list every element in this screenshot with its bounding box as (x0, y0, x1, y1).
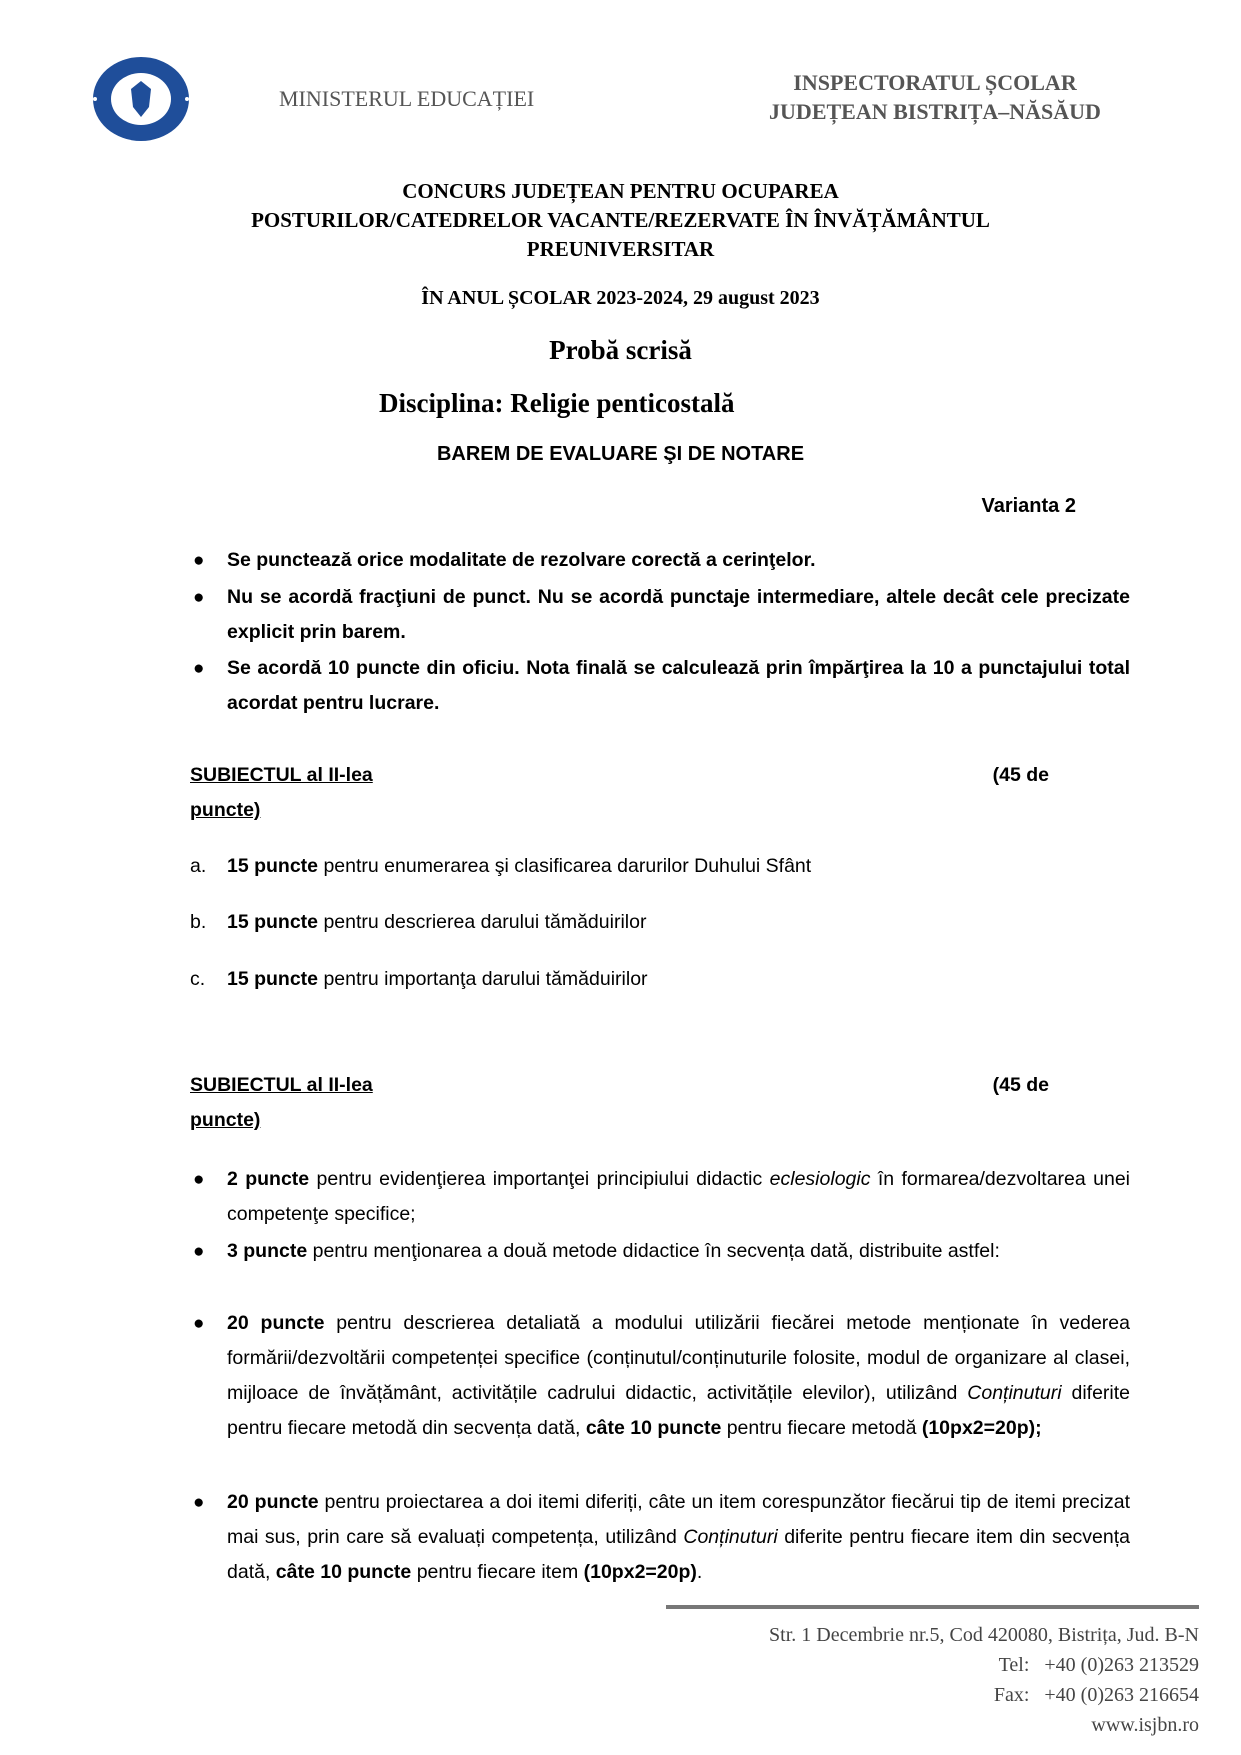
item-text: pentru descrierea darului tămăduirilor (318, 911, 647, 933)
ministry-name: MINISTERUL EDUCAȚIEI (279, 86, 535, 111)
points: 2 puncte (227, 1168, 310, 1190)
bullet-icon: ● (193, 1169, 205, 1190)
bullet-icon: ● (193, 1241, 205, 1262)
item-label: b. (190, 911, 207, 933)
inspectorate-line2: JUDEȚEAN BISTRIȚA–NĂSĂUD (769, 99, 1101, 124)
exam-type: Probă scrisă (549, 335, 692, 365)
bullet-icon: ● (193, 658, 205, 679)
footer-rule (666, 1605, 1199, 1609)
rule-text: Se punctează orice modalitate de rezolvare corectă a cerinţelor. (227, 549, 816, 571)
title-line1: CONCURS JUDEȚEAN PENTRU OCUPAREA (402, 179, 839, 203)
points-formula: (10px2=20p); (921, 1417, 1042, 1439)
item-text: pentru enumerarea şi clasificarea darurilor Duhului Sfânt (318, 855, 812, 877)
italic-term: Conținuturi (683, 1526, 778, 1548)
subject1-heading (190, 758, 1049, 828)
text: pentru fiecare metodă (721, 1417, 922, 1439)
subject2-bullet-4 (193, 1485, 1130, 1590)
bullet-icon: ● (193, 1492, 205, 1513)
fax-number: +40 (0)263 216654 (1044, 1684, 1199, 1706)
points: câte 10 puncte (275, 1561, 412, 1583)
discipline: Disciplina: Religie penticostală (379, 388, 735, 418)
subject1-item-a-text (227, 849, 811, 884)
government-logo (91, 55, 191, 143)
item-label: c. (190, 968, 206, 990)
item-points: 15 puncte (227, 855, 319, 877)
subject1-item-b (190, 905, 206, 940)
subject-points: (45 de (992, 1074, 1049, 1096)
text: . (696, 1561, 703, 1583)
subject1-item-a (190, 849, 206, 884)
rule-item (193, 651, 1130, 721)
text: pentru fiecare item (411, 1561, 584, 1583)
school-year: ÎN ANUL ȘCOLAR 2023-2024, 29 august 2023 (421, 287, 820, 309)
points: câte 10 puncte (585, 1417, 722, 1439)
text: în formarea/dezvoltarea unei competenţe specifice; (227, 1168, 1130, 1225)
bullet-icon: ● (193, 587, 205, 608)
points-formula: (10px2=20p) (583, 1561, 697, 1583)
rule-text: Nu se acordă fracţiuni de punct. Nu se acordă punctaje intermediare, altele decât cele precizate explicit prin barem. (227, 586, 1130, 643)
subject-points-cont: puncte) (190, 799, 261, 821)
italic-term: eclesiologic (769, 1168, 871, 1190)
bullet-icon: ● (193, 1313, 205, 1334)
item-points: 15 puncte (227, 911, 319, 933)
text: pentru menţionarea a două metode didactice în secvența dată, distribuite astfel: (307, 1240, 1000, 1262)
barem-title: BAREM DE EVALUARE ŞI DE NOTARE (436, 443, 805, 465)
subject-points-cont: puncte) (190, 1109, 261, 1131)
inspectorate-line1: INSPECTORATUL ȘCOLAR (793, 70, 1077, 95)
subject2-bullet-1 (193, 1162, 1130, 1232)
italic-term: Conținuturi (967, 1382, 1062, 1404)
subject1-item-b-text (227, 905, 646, 940)
text: diferite pentru fiecare item din secvența dată, (227, 1526, 1130, 1583)
subject-points: (45 de (992, 764, 1049, 786)
item-text: pentru importanţa darului tămăduirilor (318, 968, 648, 990)
footer-address: Str. 1 Decembrie nr.5, Cod 420080, Bistrița, Jud. B-N (769, 1624, 1199, 1646)
rule-item (193, 543, 1130, 578)
rule-text: Se acordă 10 puncte din oficiu. Nota finală se calculează prin împărţirea la 10 a punctajului total acordat pentru lucrare. (227, 657, 1130, 714)
subject-title: SUBIECTUL al II-lea (190, 764, 373, 786)
text: diferite pentru fiecare metodă din secvența dată, (227, 1382, 1130, 1439)
tel-number: +40 (0)263 213529 (1044, 1654, 1199, 1676)
subject2-heading (190, 1068, 1049, 1138)
subject2-bullet-3 (193, 1306, 1130, 1446)
item-label: a. (190, 855, 207, 877)
item-points: 15 puncte (227, 968, 319, 990)
points: 20 puncte (227, 1312, 325, 1334)
subject1-item-c (190, 962, 205, 997)
points: 3 puncte (227, 1240, 308, 1262)
title-line2: POSTURILOR/CATEDRELOR VACANTE/REZERVATE ÎN ÎNVĂȚĂMÂNTUL (251, 208, 990, 232)
subject1-item-c-text (227, 962, 648, 997)
points: 20 puncte (227, 1491, 319, 1513)
subject-title: SUBIECTUL al II-lea (190, 1074, 373, 1096)
fax-label: Fax: (993, 1684, 1030, 1706)
title-line3: PREUNIVERSITAR (526, 237, 715, 261)
footer-fax (994, 1680, 1199, 1710)
tel-label: Tel: (998, 1654, 1030, 1676)
bullet-icon: ● (193, 550, 205, 571)
variant: Varianta 2 (981, 495, 1076, 517)
text: pentru descrierea detaliată a modului utilizării fiecărei metode menționate în vederea formării/dezvoltării competenței specifice (conținutul/conținuturile folosite, modul de organizare al clasei, mijloace de învățământ, activitățile cadrului didactic, activitățile elevilor), utilizând (227, 1312, 1130, 1404)
text: pentru evidenţierea importanţei principiului didactic (309, 1168, 770, 1190)
subject2-bullet-2 (193, 1234, 1130, 1269)
rule-item (193, 580, 1130, 650)
footer-website[interactable]: www.isjbn.ro (1091, 1714, 1199, 1736)
footer-tel (999, 1650, 1199, 1680)
text: pentru proiectarea a doi itemi diferiți, câte un item corespunzător fiecărui tip de itemi precizat mai sus, prin care să evaluați competența, utilizând (227, 1491, 1130, 1548)
